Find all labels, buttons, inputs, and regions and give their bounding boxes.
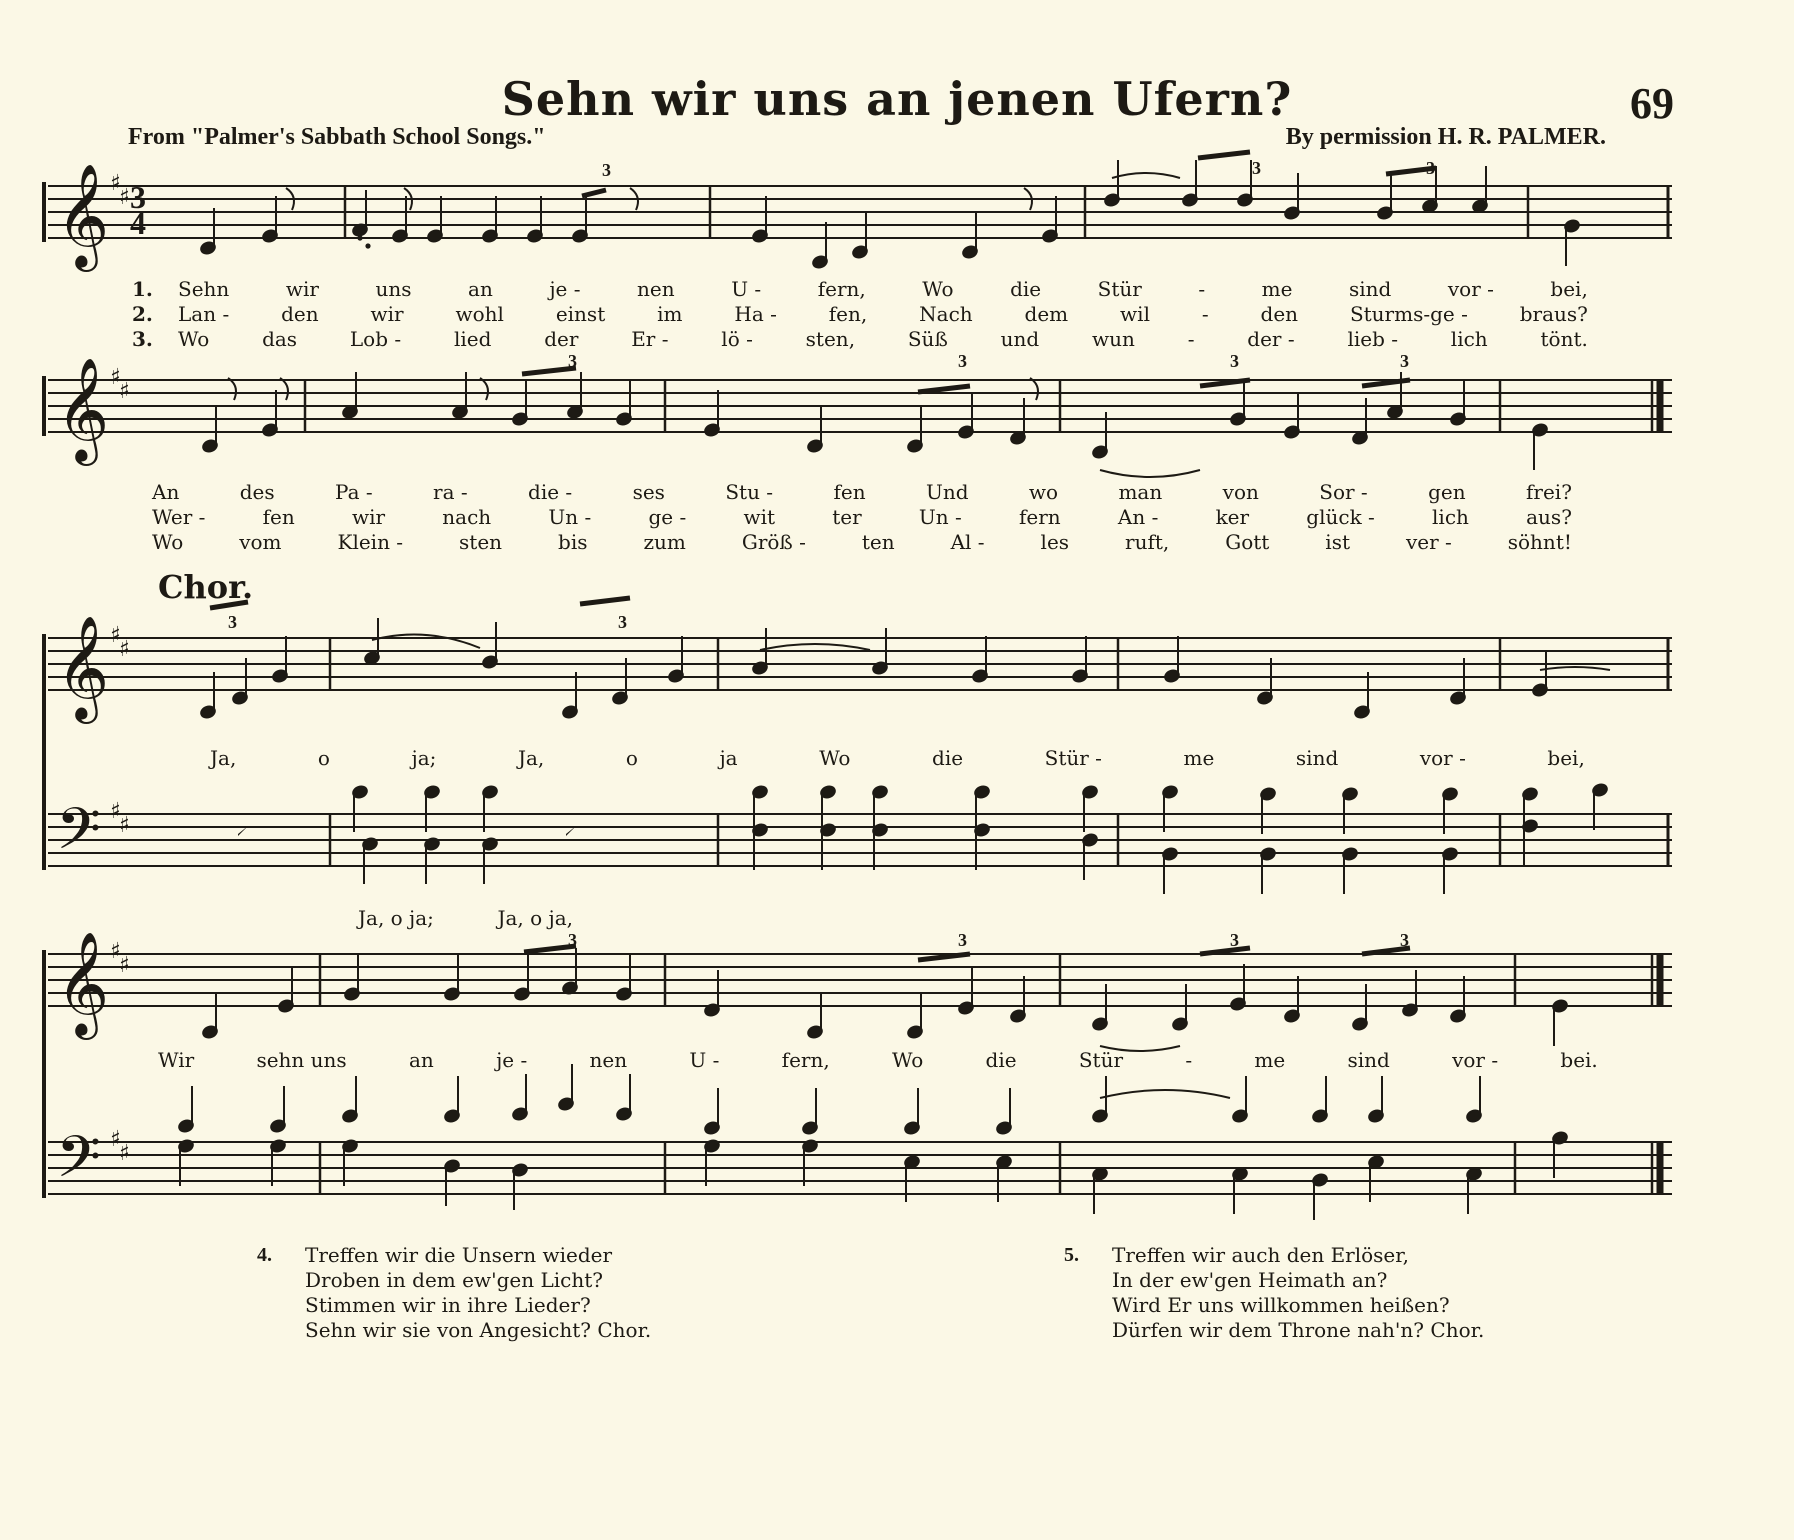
stanza-line: Treffen wir auch den Erlöser, (1112, 1243, 1409, 1267)
lyric-syllable: wir (352, 505, 386, 529)
lyric-syllable: ses (632, 480, 665, 504)
triplet-number: 3 (568, 930, 577, 950)
chorus-lyric-line (158, 1048, 1598, 1072)
triplet-number: 3 (1426, 158, 1435, 178)
treble-clef: 𝄞 (56, 615, 110, 720)
lyric-syllable: wit (743, 505, 776, 529)
chorus-heading: Chor. (158, 568, 254, 606)
triplet-number: 3 (1230, 930, 1239, 950)
key-signature-sharp: ♯ (119, 1141, 130, 1166)
note-beam (1198, 152, 1250, 158)
lyric-syllable: man (1118, 480, 1163, 504)
lyric-syllable: uns (375, 277, 412, 301)
lyric-syllable: im (657, 302, 683, 326)
lyric-syllable: U - (731, 277, 762, 301)
lyric-syllable: An - (1117, 505, 1159, 529)
stanza-4 (257, 1243, 652, 1343)
slur (1100, 470, 1200, 477)
treble-clef: 𝄞 (56, 357, 110, 462)
lyric-syllable: ja (719, 746, 738, 770)
lyric-syllable: lich (1432, 505, 1469, 529)
treble-clef: 𝄞 (56, 931, 110, 1036)
stanza-line: Treffen wir die Unsern wieder (305, 1243, 613, 1267)
lyric-syllable: ver - (1405, 530, 1452, 554)
lyric-syllable: Gott (1225, 530, 1270, 554)
lyric-syllable: Stür (1097, 277, 1142, 301)
lyric-syllable: lied (453, 327, 492, 351)
triplet-number: 3 (228, 612, 237, 632)
lyric-syllable: Sehn (178, 277, 230, 301)
lyric-syllable: Un - (918, 505, 962, 529)
lyric-syllable: von (1222, 480, 1259, 504)
lyric-syllable: gen (1428, 480, 1466, 504)
triplet-number: 3 (1252, 158, 1261, 178)
lyric-syllable: lieb - (1347, 327, 1398, 351)
page-number: 69 (1630, 79, 1674, 128)
lyric-syllable: braus? (1519, 302, 1588, 326)
lyric-syllable: ruft, (1125, 530, 1170, 554)
lyric-syllable: ge - (648, 505, 687, 529)
verse-lyric-line (178, 327, 1588, 351)
lyric-syllable: o (625, 746, 638, 770)
key-signature-sharp: ♯ (119, 813, 130, 838)
lyric-syllable: fen (262, 505, 295, 529)
lyric-syllable: tönt. (1540, 327, 1588, 351)
note-flag (480, 378, 488, 400)
lyric-syllable: - (1187, 327, 1195, 351)
stanza-line: Sehn wir sie von Angesicht? Chor. (305, 1318, 652, 1342)
time-signature-top: 3 (130, 179, 146, 215)
key-signature-sharp: ♯ (119, 185, 130, 210)
lyric-syllable: Wir (158, 1048, 195, 1072)
lyric-syllable: die (932, 746, 964, 770)
lyric-syllable: me (1254, 1048, 1286, 1072)
lyric-syllable: ker (1215, 505, 1250, 529)
lyric-syllable: Süß (907, 327, 948, 351)
lyric-syllable: fen (833, 480, 866, 504)
lyric-syllable: Ja, (210, 746, 237, 770)
triplet-number: 3 (568, 351, 577, 371)
note-flag (280, 378, 288, 400)
lyric-syllable: Ha - (734, 302, 777, 326)
lyric-syllable: glück - (1306, 505, 1375, 529)
key-signature-sharp: ♯ (110, 939, 121, 964)
triplet-number: 3 (1230, 351, 1239, 371)
lyric-syllable: nen (589, 1048, 628, 1072)
stanza-5 (1064, 1243, 1485, 1343)
triplet-number: 3 (958, 351, 967, 371)
triplet-number: 3 (602, 160, 611, 180)
lyric-syllable: je - (549, 277, 581, 301)
lyric-syllable: einst (555, 302, 606, 326)
chorus-bass-lyrics: Ja, o ja; Ja, o ja, (358, 906, 574, 930)
lyric-syllable: ja; (411, 746, 437, 770)
lyric-syllable: das (262, 327, 298, 351)
lyric-syllable: An (152, 480, 180, 504)
lyric-syllable: fen, (828, 302, 868, 326)
lyric-syllable: les (1040, 530, 1070, 554)
permission-credit: By permission H. R. PALMER. (1285, 124, 1606, 150)
bass-clef: 𝄢 (56, 795, 102, 877)
bass-clef: 𝄢 (56, 1123, 102, 1205)
lyric-syllable: ist (1325, 530, 1350, 554)
lyric-syllable: fern, (781, 1048, 830, 1072)
lyric-syllable: bei. (1560, 1048, 1598, 1072)
lyric-syllable: der (544, 327, 579, 351)
stanza-number: 4. (257, 1244, 272, 1266)
lyric-syllable: Al - (950, 530, 985, 554)
lyric-syllable: Wer - (152, 505, 206, 529)
note-beam (582, 190, 606, 196)
lyric-syllable: des (239, 480, 275, 504)
lyric-syllable: fern, (817, 277, 866, 301)
lyric-syllable: söhnt! (1507, 530, 1572, 554)
triplet-number: 3 (1400, 930, 1409, 950)
lyric-syllable: Er - (631, 327, 669, 351)
time-signature-bottom: 4 (130, 205, 146, 241)
lyric-syllable: den (281, 302, 319, 326)
lyric-syllable: Ja, (517, 746, 545, 770)
lyric-syllable: aus? (1526, 505, 1572, 529)
lyric-syllable: Un - (548, 505, 592, 529)
lyric-syllable: sind (1295, 746, 1339, 770)
lyric-syllable: die (985, 1048, 1017, 1072)
lyric-syllable: bei, (1550, 277, 1588, 301)
lyric-syllable: sehn uns (256, 1048, 347, 1072)
augmentation-dot (365, 243, 370, 248)
lyric-syllable: vom (239, 530, 282, 554)
verse-lyric-line (152, 530, 1572, 554)
verse-lyric-line (152, 480, 1572, 504)
lyric-syllable: sten, (805, 327, 856, 351)
lyric-syllable: die - (528, 480, 573, 504)
lyric-syllable: je - (496, 1048, 528, 1072)
lyric-syllable: an (468, 277, 493, 301)
lyric-syllable: fern (1018, 505, 1061, 529)
stanza-line: Dürfen wir dem Throne nah'n? Chor. (1112, 1318, 1485, 1342)
lyric-syllable: die (1010, 277, 1042, 301)
key-signature-sharp: ♯ (110, 623, 121, 648)
stanza-line: Droben in dem ew'gen Licht? (305, 1268, 603, 1292)
lyric-syllable: Klein - (337, 530, 404, 554)
key-signature-sharp: ♯ (119, 637, 130, 662)
lyric-syllable: an (408, 1048, 434, 1072)
lyric-syllable: nach (442, 505, 492, 529)
key-signature-sharp: ♯ (110, 365, 121, 390)
slur (1100, 1090, 1230, 1098)
triplet-number: 3 (1400, 351, 1409, 371)
lyric-syllable: Stu - (725, 480, 774, 504)
verse-number: 1. (132, 277, 153, 301)
note-beam (918, 386, 970, 392)
lyric-syllable: nen (637, 277, 675, 301)
note-flag (228, 378, 236, 400)
source-credit: From "Palmer's Sabbath School Songs." (128, 124, 546, 150)
slur (760, 644, 870, 650)
lyric-syllable: U - (689, 1048, 720, 1072)
lyric-syllable: frei? (1526, 480, 1572, 504)
lyric-syllable: vor - (1452, 1048, 1499, 1072)
slur (1112, 173, 1180, 178)
lyric-syllable: ter (832, 505, 862, 529)
key-signature-sharp: ♯ (119, 379, 130, 404)
lyric-syllable: bei, (1547, 746, 1585, 770)
augmentation-dot (357, 235, 362, 240)
treble-clef: 𝄞 (56, 163, 110, 268)
lyric-syllable: der - (1247, 327, 1295, 351)
lyric-syllable: Wo (892, 1048, 924, 1072)
lyric-syllable: ten (861, 530, 895, 554)
lyric-syllable: wohl (455, 302, 504, 326)
lyric-syllable: wo (1028, 480, 1059, 504)
lyric-syllable: bis (558, 530, 588, 554)
lyric-syllable: Lan - (178, 302, 230, 326)
lyric-syllable: Wo (152, 530, 184, 554)
key-signature-sharp: ♯ (119, 953, 130, 978)
key-signature-sharp: ♯ (110, 799, 121, 824)
slur (372, 635, 480, 648)
lyric-syllable: dem (1024, 302, 1069, 326)
lyric-syllable: sind (1349, 277, 1392, 301)
lyric-syllable: me (1183, 746, 1215, 770)
lyric-syllable: Wo (922, 277, 954, 301)
verse-lyric-line (178, 277, 1588, 301)
lyric-syllable: wun (1092, 327, 1135, 351)
lyric-syllable: - (1185, 1048, 1193, 1072)
key-signature-sharp: ♯ (110, 1127, 121, 1152)
stanza-line: Stimmen wir in ihre Lieder? (305, 1293, 591, 1317)
lyric-syllable: und (1000, 327, 1040, 351)
verse-lyric-line (178, 302, 1588, 326)
lyric-syllable: Stür (1078, 1048, 1124, 1072)
lyric-syllable: Nach (919, 302, 973, 326)
song-title: Sehn wir uns an jenen Ufern? (501, 72, 1293, 126)
lyric-syllable: Wo (178, 327, 210, 351)
triplet-number: 3 (618, 612, 627, 632)
stanza-line: Wird Er uns willkommen heißen? (1112, 1293, 1450, 1317)
slur (1540, 667, 1610, 670)
verse-lyric-line (152, 505, 1572, 529)
lyric-syllable: Sor - (1319, 480, 1368, 504)
chorus-lyric-line (210, 746, 1585, 770)
lyric-syllable: den (1260, 302, 1299, 326)
lyric-syllable: Sturms-ge - (1349, 302, 1468, 326)
lyric-syllable: lich (1450, 327, 1488, 351)
lyric-syllable: Wo (819, 746, 851, 770)
note-flag (1030, 378, 1038, 400)
lyric-syllable: wir (370, 302, 404, 326)
lyric-syllable: vor - (1419, 746, 1466, 770)
lyric-syllable: vor - (1447, 277, 1494, 301)
lyric-syllable: Größ - (741, 530, 806, 554)
triplet-number: 3 (958, 930, 967, 950)
lyric-syllable: o (317, 746, 330, 770)
lyric-syllable: wir (285, 277, 319, 301)
verse-number: 2. (132, 302, 153, 326)
lyric-syllable: - (1201, 302, 1209, 326)
lyric-syllable: Lob - (349, 327, 402, 351)
lyric-syllable: zum (643, 530, 686, 554)
lyric-syllable: lö - (721, 327, 753, 351)
lyric-syllable: me (1261, 277, 1293, 301)
lyric-syllable: wil (1120, 302, 1150, 326)
lyric-syllable: Pa - (335, 480, 373, 504)
verse-number: 3. (132, 327, 153, 351)
stanza-number: 5. (1064, 1244, 1079, 1266)
lyric-syllable: Und (925, 480, 969, 504)
lyric-syllable: - (1198, 277, 1206, 301)
note-beam (580, 598, 630, 604)
lyric-syllable: sind (1347, 1048, 1390, 1072)
lyric-syllable: ra - (433, 480, 468, 504)
key-signature-sharp: ♯ (110, 171, 121, 196)
stanza-line: In der ew'gen Heimath an? (1112, 1268, 1388, 1292)
lyric-syllable: sten (459, 530, 503, 554)
lyric-syllable: Stür - (1044, 746, 1102, 770)
